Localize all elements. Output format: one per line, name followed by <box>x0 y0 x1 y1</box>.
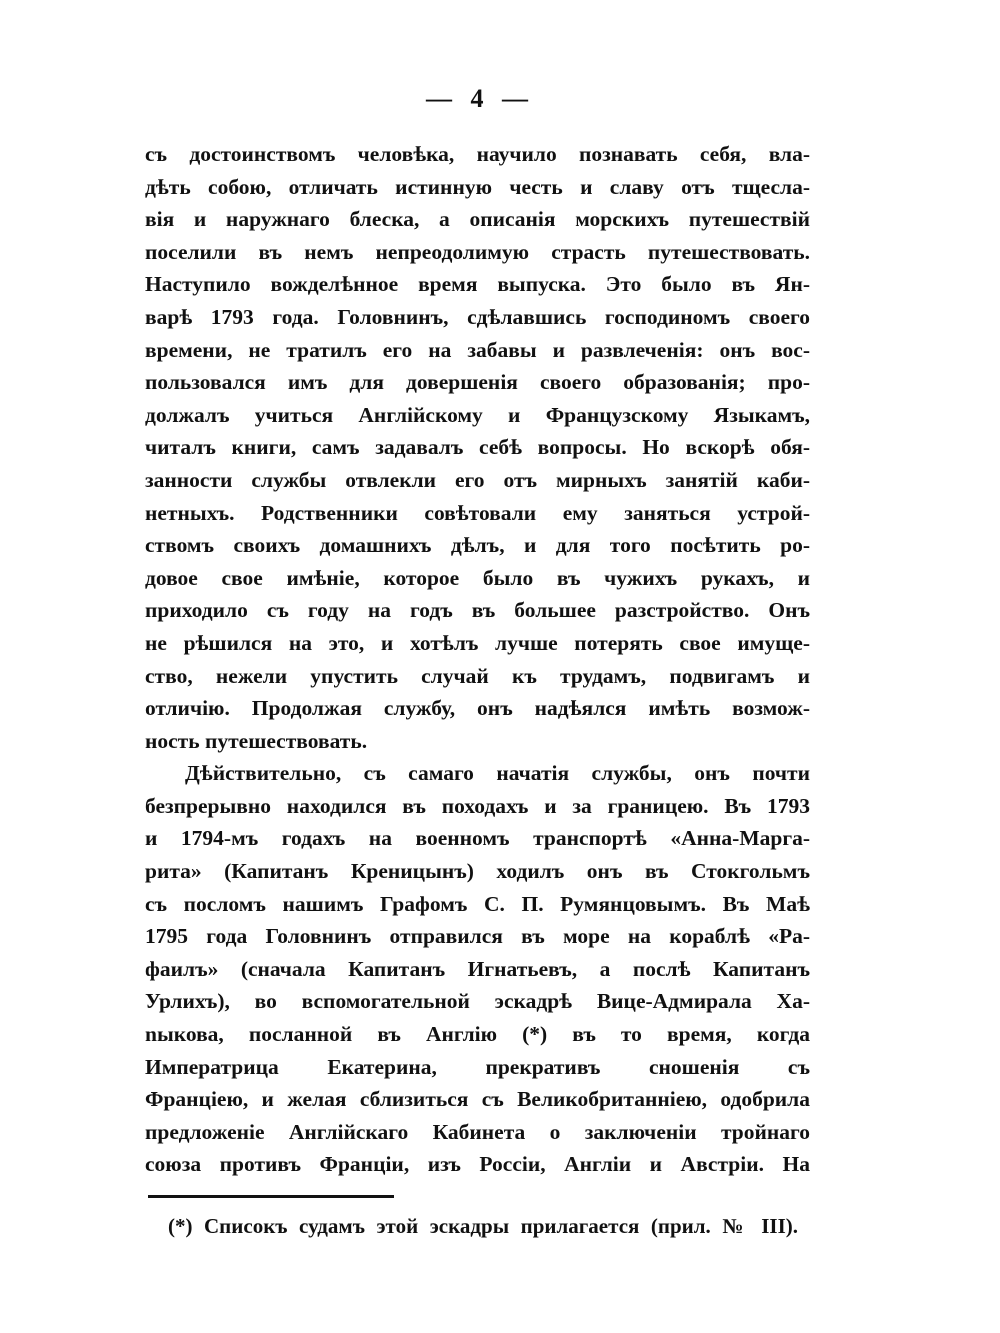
text-line: не рѣшился на это, и хотѣлъ лучше потерять свое имуще- <box>145 630 810 655</box>
text-line: Императрица Екатерина, прекративъ сношенія съ <box>145 1054 810 1079</box>
text-line: nыкова, посланной въ Англію (*) въ то время, когда <box>145 1022 810 1047</box>
text-line: времени, не тратилъ его на забавы и развлеченія: онъ вос- <box>145 337 810 362</box>
body-text <box>145 138 810 1181</box>
text-line: Дѣйствительно, съ самаго начатія службы, онъ почти <box>185 761 810 786</box>
text-line: читалъ книги, самъ задавалъ себѣ вопросы. Но вскорѣ обя- <box>145 435 810 460</box>
text-line: фаилъ» (сначала Капитанъ Игнатьевъ, а послѣ Капитанъ <box>145 956 810 981</box>
text-line: Наступило вожделѣнное время выпуска. Это было въ Ян- <box>145 272 810 297</box>
text-line: Урлихъ), во вспомогательной эскадрѣ Вице-Адмирала Ха- <box>145 989 810 1014</box>
text-line: съ достоинствомъ человѣка, научило познавать себя, вла- <box>145 142 810 166</box>
page-number: — 4 — <box>426 84 534 113</box>
text-line: должалъ учиться Англійскому и Французскому Языкамъ, <box>145 402 810 427</box>
text-line: отличію. Продолжая службу, онъ надѣялся имѣть возмож- <box>145 696 810 721</box>
text-line: Франціею, и желая сблизиться съ Великобританніею, одобрила <box>145 1087 810 1112</box>
footnote-divider <box>148 1195 394 1198</box>
text-line: предложеніе Англійскаго Кабинета о заключеніи тройнаго <box>145 1119 810 1144</box>
text-line: ность путешествовать. <box>145 728 368 753</box>
text-line: рита» (Капитанъ Креницынъ) ходилъ онъ въ Стокгольмъ <box>145 859 810 884</box>
text-line: ство, нежели упустить случай къ трудамъ, подвигамъ и <box>145 663 810 688</box>
text-line: нетныхъ. Родственники совѣтовали ему заняться устрой- <box>145 500 810 525</box>
text-line: безпрерывно находился въ походахъ и за границею. Въ 1793 <box>145 793 810 818</box>
text-line: довое свое имѣніе, которое было въ чужихъ рукахъ, и <box>145 565 810 590</box>
text-line: занности службы отвлекли его отъ мирныхъ занятій каби- <box>145 467 810 492</box>
text-line: приходило съ году на годъ въ большее разстройство. Онъ <box>145 598 810 623</box>
text-line: варѣ 1793 года. Головнинъ, сдѣлавшись господиномъ своего <box>145 304 810 329</box>
text-line: съ посломъ нашимъ Графомъ С. П. Румянцовымъ. Въ Маѣ <box>145 891 810 916</box>
text-line: вія и наружнаго блеска, а описанія морскихъ путешествій <box>145 207 810 232</box>
text-line: дѣть собою, отличать истинную честь и славу отъ тщесла- <box>145 174 810 199</box>
text-line: поселили въ немъ непреодолимую страсть путешествовать. <box>145 239 810 264</box>
text-line: 1795 года Головнинъ отправился въ море на кораблѣ «Ра- <box>145 924 810 949</box>
text-line: пользовался имъ для довершенія своего образованія; про- <box>145 370 810 395</box>
footnote: (*) Списокъ судамъ этой эскадры прилагается (прил. № III). <box>168 1214 798 1238</box>
text-line: ствомъ своихъ домашнихъ дѣлъ, и для того посѣтить ро- <box>145 533 810 558</box>
text-line: и 1794-мъ годахъ на военномъ транспортѣ «Анна-Марга- <box>145 826 810 851</box>
text-line: союза противъ Франціи, изъ Россіи, Англіи и Австріи. На <box>145 1152 810 1177</box>
